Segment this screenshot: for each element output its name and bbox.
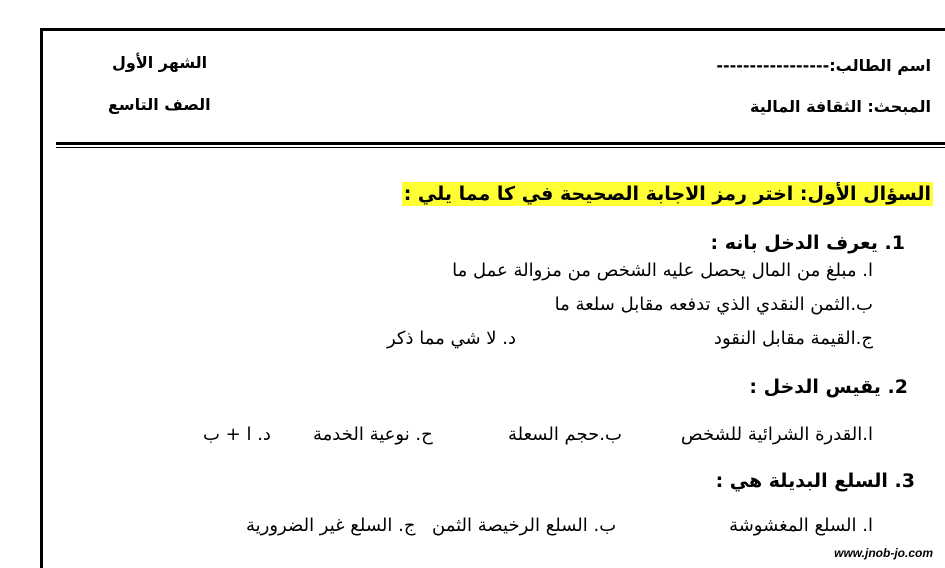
item-3-option-c: ج. السلع غير الضرورية [246, 515, 416, 536]
item-stem: يعرف الدخل بانه : [710, 232, 878, 254]
item-1-option-b: ب.الثمن النقدي الذي تدفعه مقابل سلعة ما [554, 294, 873, 315]
item-3-option-b: ب. السلع الرخيصة الثمن [432, 515, 617, 536]
header-divider [56, 142, 945, 145]
subject-label: المبحث: الثقافة المالية [750, 97, 931, 116]
item-2-option-b: ب.حجم السعلة [508, 424, 622, 445]
item-3-option-a: ا. السلع المغشوشة [729, 515, 873, 536]
item-stem: السلع البديلة هي : [715, 470, 888, 492]
watermark: www.jnob-jo.com [834, 546, 933, 560]
header-divider-thin [56, 147, 945, 148]
item-number: 2. [887, 376, 908, 398]
item-3-heading [716, 470, 915, 492]
item-2-heading [749, 376, 908, 398]
item-number: 1. [884, 232, 905, 254]
student-name-label: اسم الطالب:----------------- [716, 56, 931, 75]
question-title: السؤال الأول: اختر رمز الاجابة الصحيحة في كا مما يلي : [403, 183, 931, 205]
month-label: الشهر الأول [112, 53, 208, 72]
grade-label: الصف التاسع [108, 95, 211, 114]
item-number: 3. [894, 470, 915, 492]
item-1-option-a: ا. مبلغ من المال يحصل عليه الشخص من مزوالة عمل ما [452, 260, 873, 281]
item-2-option-d: د. ا + ب [203, 424, 271, 445]
item-1-option-c: ج.القيمة مقابل النقود [713, 328, 873, 349]
item-1-heading [711, 232, 905, 254]
item-2-option-c: ح. نوعية الخدمة [313, 424, 433, 445]
item-2-option-a: ا.القدرة الشرائية للشخص [680, 424, 873, 445]
item-stem: يقيس الدخل : [749, 376, 881, 398]
item-1-option-d: د. لا شي مما ذكر [387, 328, 517, 349]
